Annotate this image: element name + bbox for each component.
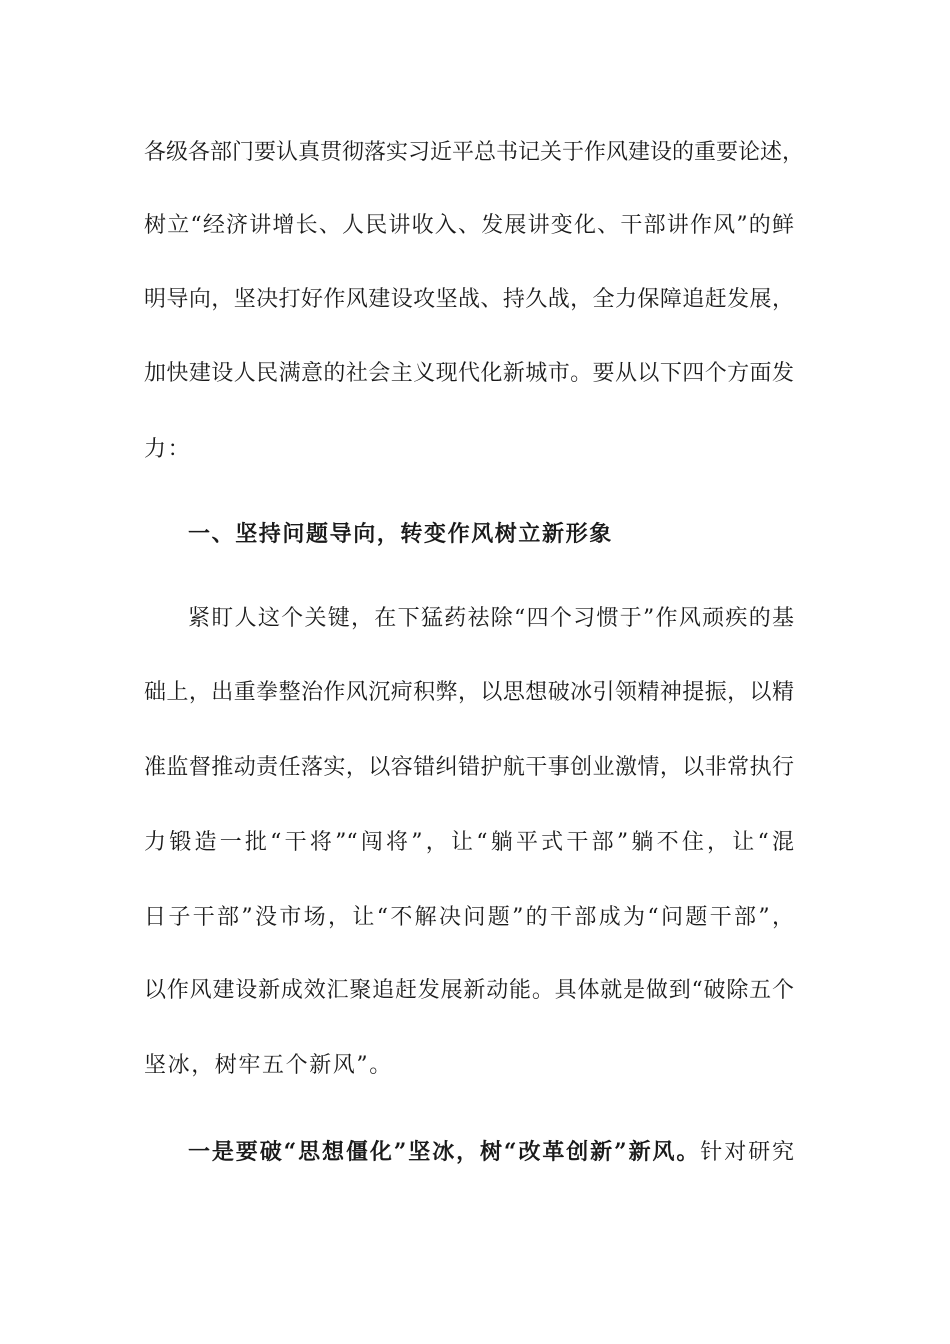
para3-line-1: [188, 1137, 794, 1168]
para3-continuation: 针对研究: [700, 1140, 794, 1165]
intro-line-4: 加快建设人民满意的社会主义现代化新城市。要从以下四个方面发: [144, 361, 794, 386]
intro-line-1: 各级各部门要认真贯彻落实习近平总书记关于作风建设的重要论述，: [144, 140, 805, 165]
para2-line-3: 准监督推动责任落实，以容错纠错护航干事创业激情，以非常执行: [144, 755, 794, 780]
intro-line-2: 树立“经济讲增长、人民讲收入、发展讲变化、干部讲作风”的鲜: [144, 213, 794, 238]
para2-line-7: 坚冰，树牢五个新风”。: [144, 1053, 393, 1078]
para2-line-5: 日子干部”没市场，让“不解决问题”的干部成为“问题干部”，: [144, 905, 794, 930]
para3-bold-lead: 一是要破“思想僵化”坚冰，树“改革创新”新风。: [188, 1139, 701, 1165]
section-heading: 一、坚持问题导向，转变作风树立新形象: [188, 521, 613, 547]
para2-line-2: 础上，出重拳整治作风沉疴积弊，以思想破冰引领精神提振，以精: [144, 680, 794, 705]
intro-line-5: 力：: [144, 437, 192, 462]
intro-line-3: 明导向，坚决打好作风建设攻坚战、持久战，全力保障追赶发展，: [144, 287, 794, 312]
para2-line-4: 力锻造一批“干将”“闯将”，让“躺平式干部”躺不住，让“混: [144, 830, 794, 855]
para2-line-1: 紧盯人这个关键，在下猛药祛除“四个习惯于”作风顽疾的基: [188, 606, 794, 631]
para2-line-6: 以作风建设新成效汇聚追赶发展新动能。具体就是做到“破除五个: [144, 978, 794, 1003]
